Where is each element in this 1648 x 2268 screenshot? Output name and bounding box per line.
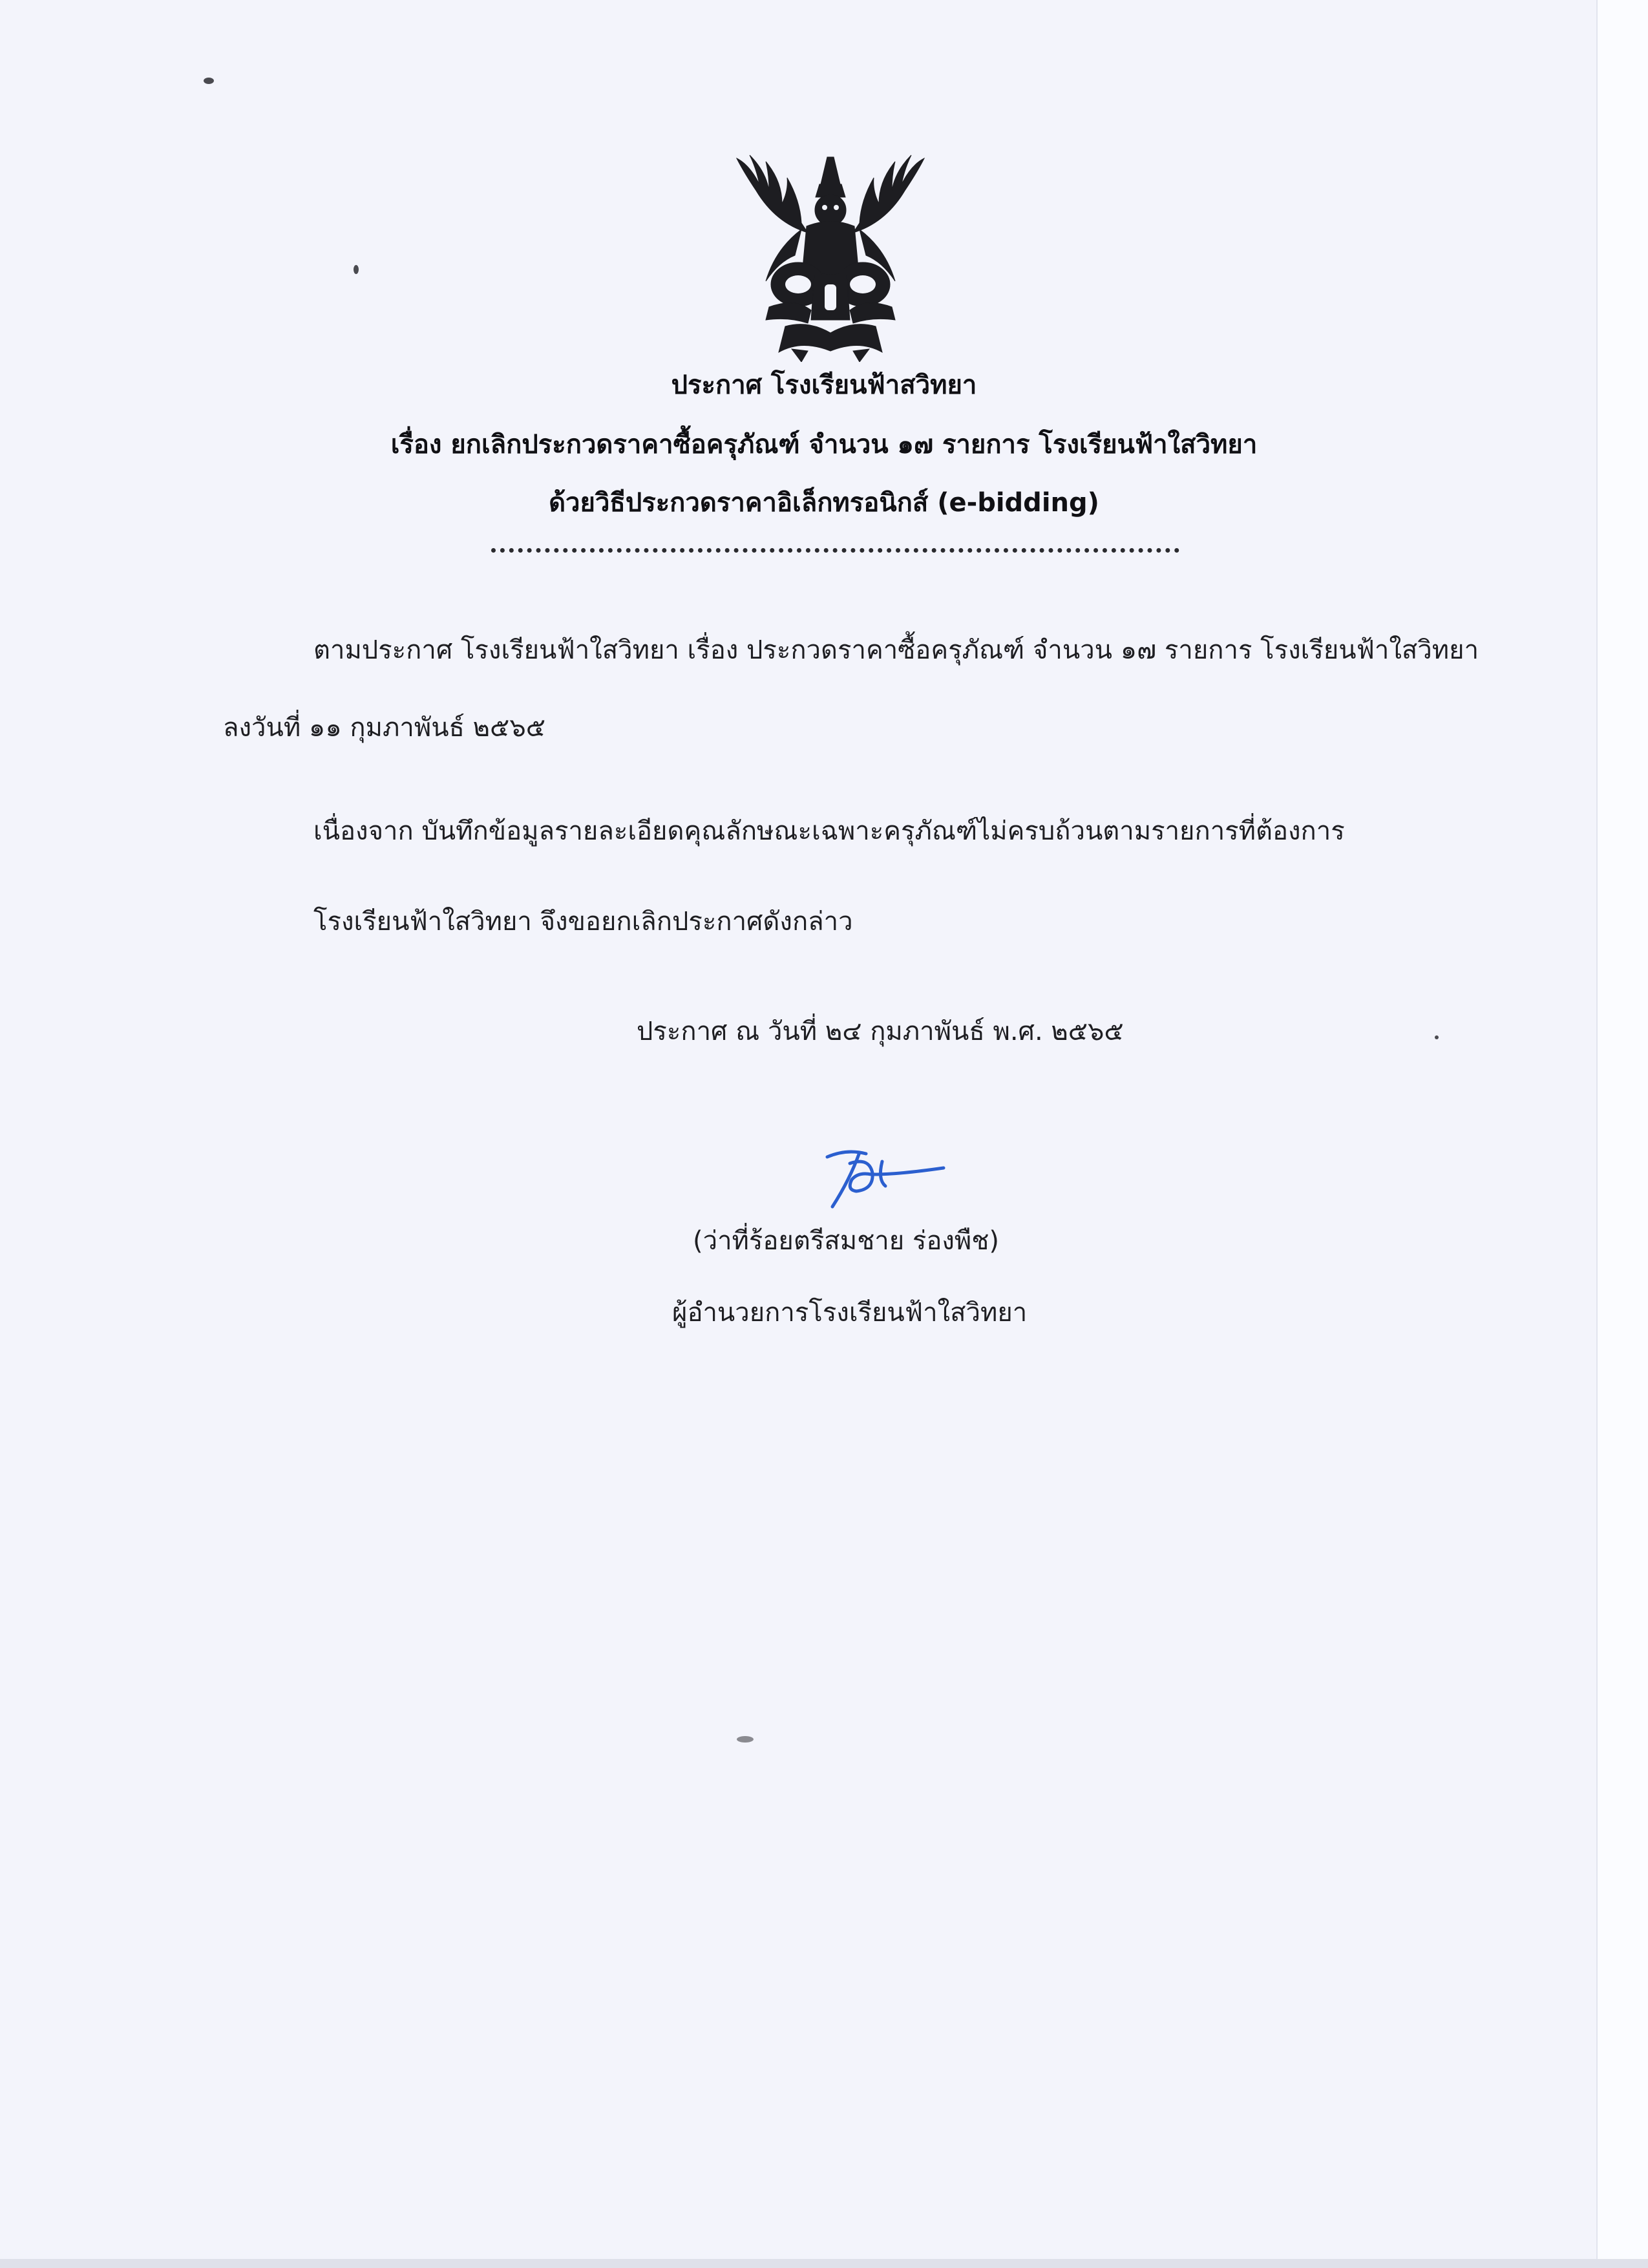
signer-title: ผู้อำนวยการโรงเรียนฟ้าใสวิทยา [672, 1298, 1028, 1328]
scan-edge-bottom [0, 2259, 1648, 2268]
handwritten-signature [821, 1134, 950, 1212]
signer-name: (ว่าที่ร้อยตรีสมชาย ร่องพืช) [693, 1226, 1000, 1256]
document-title: ประกาศ โรงเรียนฟ้าสวิทยา [671, 370, 977, 400]
scan-speck [204, 78, 214, 84]
scan-edge-right [1596, 0, 1648, 2268]
announcement-date: ประกาศ ณ วันที่ ๒๔ กุมภาพันธ์ พ.ศ. ๒๕๖๕ [637, 1017, 1124, 1046]
document-subject: เรื่อง ยกเลิกประกวดราคาซื้อครุภัณฑ์ จำนวน ๑๗ รายการ โรงเรียนฟ้าใสวิทยา [390, 430, 1258, 460]
scan-speck [354, 265, 359, 274]
procurement-method: ด้วยวิธีประกวดราคาอิเล็กทรอนิกส์ (e-bidding) [549, 488, 1099, 518]
garuda-emblem-icon [730, 145, 931, 362]
paragraph-2-line-1: เนื่องจาก บันทึกข้อมูลรายละเอียดคุณลักษณะเฉพาะครุภัณฑ์ไม่ครบถ้วนตามรายการที่ต้องการ [313, 816, 1345, 846]
scan-speck [1435, 1035, 1439, 1039]
paragraph-1-line-1: ตามประกาศ โรงเรียนฟ้าใสวิทยา เรื่อง ประกวดราคาซื้อครุภัณฑ์ จำนวน ๑๗ รายการ โรงเรียนฟ้าใสวิทยา [313, 635, 1479, 665]
header-divider [491, 548, 1179, 553]
paragraph-1-line-2: ลงวันที่ ๑๑ กุมภาพันธ์ ๒๕๖๕ [223, 713, 545, 743]
scan-speck [737, 1736, 754, 1743]
paragraph-2-line-2: โรงเรียนฟ้าใสวิทยา จึงขอยกเลิกประกาศดังกล่าว [313, 907, 853, 937]
